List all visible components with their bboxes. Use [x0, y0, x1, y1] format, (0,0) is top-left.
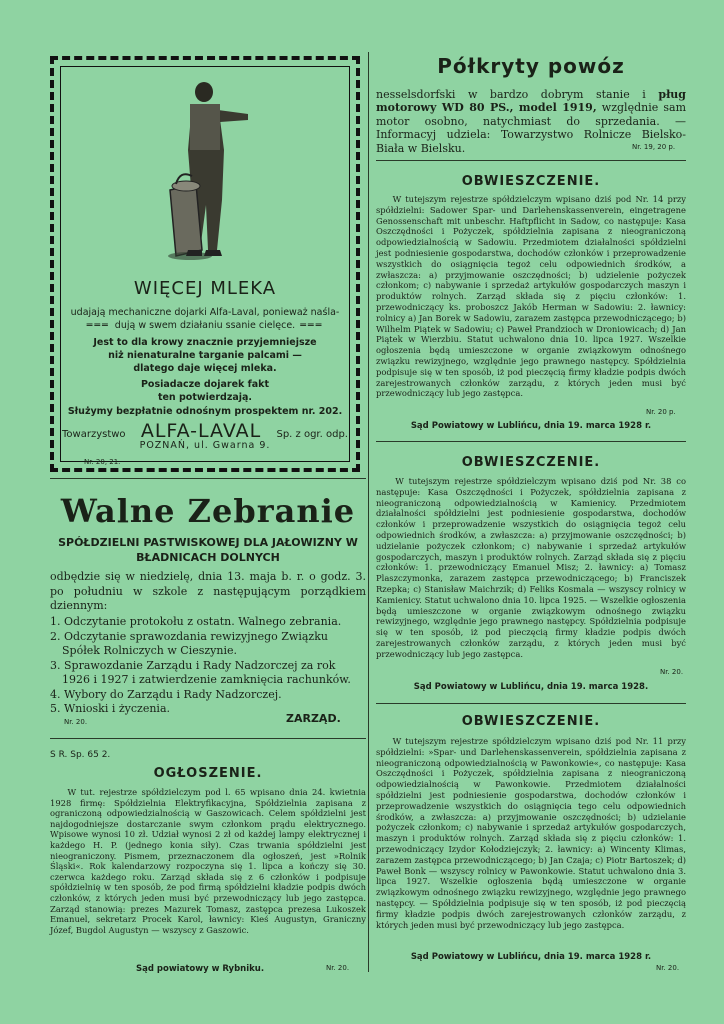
walne-signature: ZARZĄD. [286, 712, 341, 725]
walne-zebranie-title: Walne Zebranie [60, 492, 356, 530]
separator [50, 478, 366, 479]
ad-text-line: Służymy bezpłatnie odnośnym prospektem nr. 202. [67, 406, 343, 417]
walne-zebranie-subtitle: SPÓŁDZIELNI PASTWISKOWEJ DLA JAŁOWIZNY W BŁADNICACH DOLNYCH [58, 536, 358, 564]
obwieszczenie-title: OBWIESZCZENIE. [461, 714, 601, 729]
ogloszenie-body [50, 787, 366, 935]
ogloszenie-issue-number: Nr. 20. [326, 964, 350, 972]
obwieszczenie-issue-number: Nr. 20. [656, 964, 680, 972]
obwieszczenie-body-text: W tutejszym rejestrze spółdzielczym wpisano dziś pod Nr. 38 co następuje: Kasa Oszczędności i Pożyczek, spółdzielnia zapisana z nieograniczoną odpowiedzialnością w Kamienicy. Przedmiotem działalności spółdzielni jest podniesienie gospodarstwa, dochodów członków i przeprowadzenie wszystkich do osiągnięcia tegoż celu odpowiednich środków, a zwłaszcza: a) przyjmowanie oszczędności; b) udzielanie pożyczek członkom; c) nabywanie i sprzedaż artykułów gospodarczych, maszyn i produktów rolnych. Zarząd składa się z pięciu członków: 1. przewodniczący Emanuel Misz; 2. ławnicy: a) Tomasz Plaszczymonka, zarazem zastępca przewodniczącego; b) Franciszek Rzepka; c) Stanisław Maichrzik; d) Feliks Kosmala — wszyscy rolnicy w Kamienicy. Statut uchwalono dnia 10. lipca 1925. — Wszelkie ogłoszenia będą umieszczone w organie związkowym odnośnego związku rewizyjnego, względnie jego prawnego następcy. Spółdzielnia podpisuje się w ten sposób, iż pod pieczęcią firmy kładzie podpis dwóch zarejestrowanych członków zarządu, z których jeden musi być przewodniczący lub jego zastępca. [376, 476, 686, 659]
brand-prefix: Towarzystwo [62, 429, 126, 440]
obwieszczenie-body-text: W tutejszym rejestrze spółdzielczym wpisano dziś pod Nr. 11 przy spółdzielni: »Spar- und Darlehenskassenverein, spółdzielnia zapisana z nieograniczoną odpowiedzialnością w Pawonkowie«, co następuje: Kasa Oszczędności i Pożyczek, spółdzielnia zapisana z nieograniczoną odpowiedzialnością w Pawonkowie. Przedmiotem działalności spółdzielni jest podniesienie gospodarstwa, dochodów członków i przeprowadzenie wszystkich do osiągnięcia tego celu odpowiednich środków, a zwłaszcza: a) przyjmowanie oszczędności; b) udzielanie pożyczek członkom; c) nabywanie i sprzedaż artykułów gospodarczych, maszyn i produktów rolnych. Zarząd składa się z pięciu członków: 1. przewodniczący Izydor Kołodziejczyk; 2. ławnicy: a) Wincenty Klimas, zarazem zastępca przewodniczącego; b) Jan Czaja; c) Piotr Bartoszek; d) Paweł Bonk — wszyscy rolnicy w Pawonkowie. Statut uchwalono dnia 3. lipca 1927. Wszelkie ogłoszenia będą umieszczone w organie związkowym odnośnego związku rewizyjnego, względnie jego prawnego następcy. — Spółdzielnia podpisuje się w ten sposób, iż pod pieczęcią firmy kładzie podpis dwóch zarejestrowanych członków zarządu, z których jeden musi być przewodniczący lub jego zastępca. [376, 736, 686, 930]
ad-text-line: Jest to dla krowy znacznie przyjemniejsze [93, 337, 317, 348]
obwieszczenie-body-text: W tutejszym rejestrze spółdzielczym wpisano dziś pod Nr. 14 przy spółdzielni: Sadower Spar- und Darlehenskassenverein, eingetragene Genossenschaft mit unbeschr. Haftpflicht in Sadow, co następuje: Kasa Oszczędności i Pożyczek, spółdzielnia zapisana z nieograniczoną odpowiedzialnością w Sadowiu. Przedmiotem działalności spółdzielni jest podniesienie gospodarstwa, dochodów członków i przeprowadzenie wszystkich do osiągnięcia tegoż celu odpowiednich środków, a zwłaszcza: a) przyjmowanie oszczędności; b) udzielenie pożyczek członkom; c) nabywanie i sprzedaż artykułów gospodarczych maszyn i produktów rolnych. Zarząd składa się z pięciu członków: 1. przewodniczący ks. proboszcz Jakób Herman w Sadowiu: 2. ławnicy: rolnicy a) Jan Borek w Sadowiu, zarazem zastępca przewodniczącego; b) Wilhelm Piątek w Sadowiu; c) Paweł Prandzioch w Droniowicach; d) Jan Piątek w Wierzbiu. Statut uchwalono dnia 10. lipca 1927. Wszelkie ogłoszenia będą umieszczone w organie związkowym odnośnego związku rewizyjnego, względnie jego prawnego następcy. Spółdzielnia podpisuje się w ten sposób, iż pod pieczęcią firmy kładzie podpis dwóch zarejestrowanych członków zarządu, z których jeden musi być przewodniczący lub jego zastępca. [376, 194, 686, 399]
obwieszczenie-body [376, 736, 686, 930]
obwieszczenie-signature: Sąd Powiatowy w Lublińcu, dnia 19. marca 1928 r. [410, 952, 652, 962]
powoz-issue-number: Nr. 19, 20 p. [632, 143, 676, 151]
agenda-item: 5. Wnioski i życzenia. [50, 702, 170, 715]
agenda-item: 2. Odczytanie sprawozdania rewizyjnego Związku [50, 629, 328, 643]
agenda-item: Spółek Rolniczych w Cieszynie. [62, 644, 237, 657]
ad-text-line: Posiadacze dojarek fakt [140, 379, 270, 390]
walne-zebranie-intro: odbędzie się w niedzielę, dnia 13. maja b. r. o godz. 3. po południu w szkole z następującym porządkiem dziennym: [50, 570, 366, 612]
ad-address: POZNAŃ, ul. Gwarna 9. [139, 440, 271, 451]
brand-suffix: Sp. z ogr. odp. [276, 429, 348, 440]
agenda-item: 1926 i 1927 i zatwierdzenie zamknięcia rachunków. [62, 673, 351, 686]
ogloszenie-reference: S R. Sp. 65 2. [50, 750, 111, 760]
obwieszczenie-body [376, 476, 686, 660]
alfa-laval-advertisement [50, 56, 360, 472]
ogloszenie-title: OGŁOSZENIE. [153, 766, 263, 781]
brand-name: ALFA-LAVAL [140, 420, 262, 442]
ogloszenie-signature: Sąd powiatowy w Rybniku. [136, 964, 265, 974]
farmer-with-milking-machine-illustration [162, 80, 252, 270]
agenda-item: 4. Wybory do Zarządu i Rady Nadzorczej. [50, 687, 282, 701]
ogloszenie-body-text: W tut. rejestrze spółdzielczym pod l. 65 wpisano dnia 24. kwietnia 1928 firmę: Spółdzielnia Elektryfikacyjna, Spółdzielnia zapisana z ograniczoną odpowiedzialnością w Gaszowicach. Celem spółdzielni jest najdogodniejsze dostarczanie swym członkom prądu elektrycznego. Wpisowe wynosi 10 zł. Udział wynosi 2 zł od każdej lampy elektrycznej i każdego H. P. (jednego konia siły). Czas trwania spółdzielni jest nieograniczony. Pismem, przeznaczonem dla ogłoszeń, jest »Rolnik Śląski«. Rok kalendarzowy rozpoczyna się 1. lipca a kończy się 30. czerwca każdego roku. Zarząd składa się z 6 członków i podpisuje spółdzielnię w ten sposób, że pod firmą spółdzielni kładzie podpis dwóch członków, z których jeden musi być przewodniczący lub jego zastępca. Zarząd stanowią: prezes Mazurek Tomasz, zastępca prezesa Lukoszek Emanuel, sekretarz Procek Karol, ławnicy: Kieś Augustyn, Graniczny Józef, Bugdol Augustyn — wszyscy z Gaszowic. [50, 787, 366, 935]
powoz-body-a: nesselsdorfski w bardzo dobrym stanie i [376, 88, 659, 101]
separator [376, 441, 686, 442]
obwieszczenie-issue-number: Nr. 20. [660, 668, 684, 676]
obwieszczenie-title: OBWIESZCZENIE. [461, 455, 601, 470]
ad-text-line: dlatego daje więcej mleka. [133, 363, 277, 374]
obwieszczenie-body [376, 194, 686, 399]
ad-text-line-content: dują w swem działaniu ssanie cielęce. [114, 320, 296, 331]
ad-issue-number: Nr. 20, 21. [84, 458, 121, 466]
obwieszczenie-signature: Sąd Powiatowy w Lublińcu, dnia 19. marca 1928 r. [410, 421, 652, 431]
powoz-title: Półkryty powóz [437, 54, 625, 78]
obwieszczenie-signature: Sąd Powiatowy w Lublińcu, dnia 19. marca 1928. [413, 682, 649, 692]
separator [376, 703, 686, 704]
walne-issue-number: Nr. 20. [64, 718, 88, 726]
agenda-item: 3. Sprawozdanie Zarządu i Rady Nadzorczej za rok [50, 658, 336, 672]
ad-text-line: udajają mechaniczne dojarki Alfa-Laval, ponieważ naśla- [70, 307, 340, 318]
ad-title: WIĘCEJ MLEKA [133, 278, 277, 299]
obwieszczenie-title: OBWIESZCZENIE. [461, 174, 601, 189]
ad-text-line: ═══ dują w swem działaniu ssanie cielęce. ═══ [86, 320, 324, 331]
agenda-item: 1. Odczytanie protokołu z ostatn. Walnego zebrania. [50, 615, 342, 628]
ad-text-line: niż nienaturalne targanie palcami — [108, 350, 302, 361]
column-divider [368, 52, 369, 972]
obwieszczenie-issue-number: Nr. 20 p. [646, 408, 676, 416]
separator [376, 160, 686, 161]
powoz-body-b: względnie sam motor osobno, natychmiast do sprzedania. — Informacyj udziela: Towarzystwo Rolnicze Bielsko-Biała w Bielsku. [376, 101, 686, 155]
separator [50, 738, 366, 739]
brand-row [62, 420, 348, 442]
ad-text-line: ten potwierdzają. [157, 392, 253, 403]
agenda-list [50, 615, 366, 717]
powoz-body-bold: pług motorowy WD 80 PS., model 1919, [376, 88, 686, 115]
